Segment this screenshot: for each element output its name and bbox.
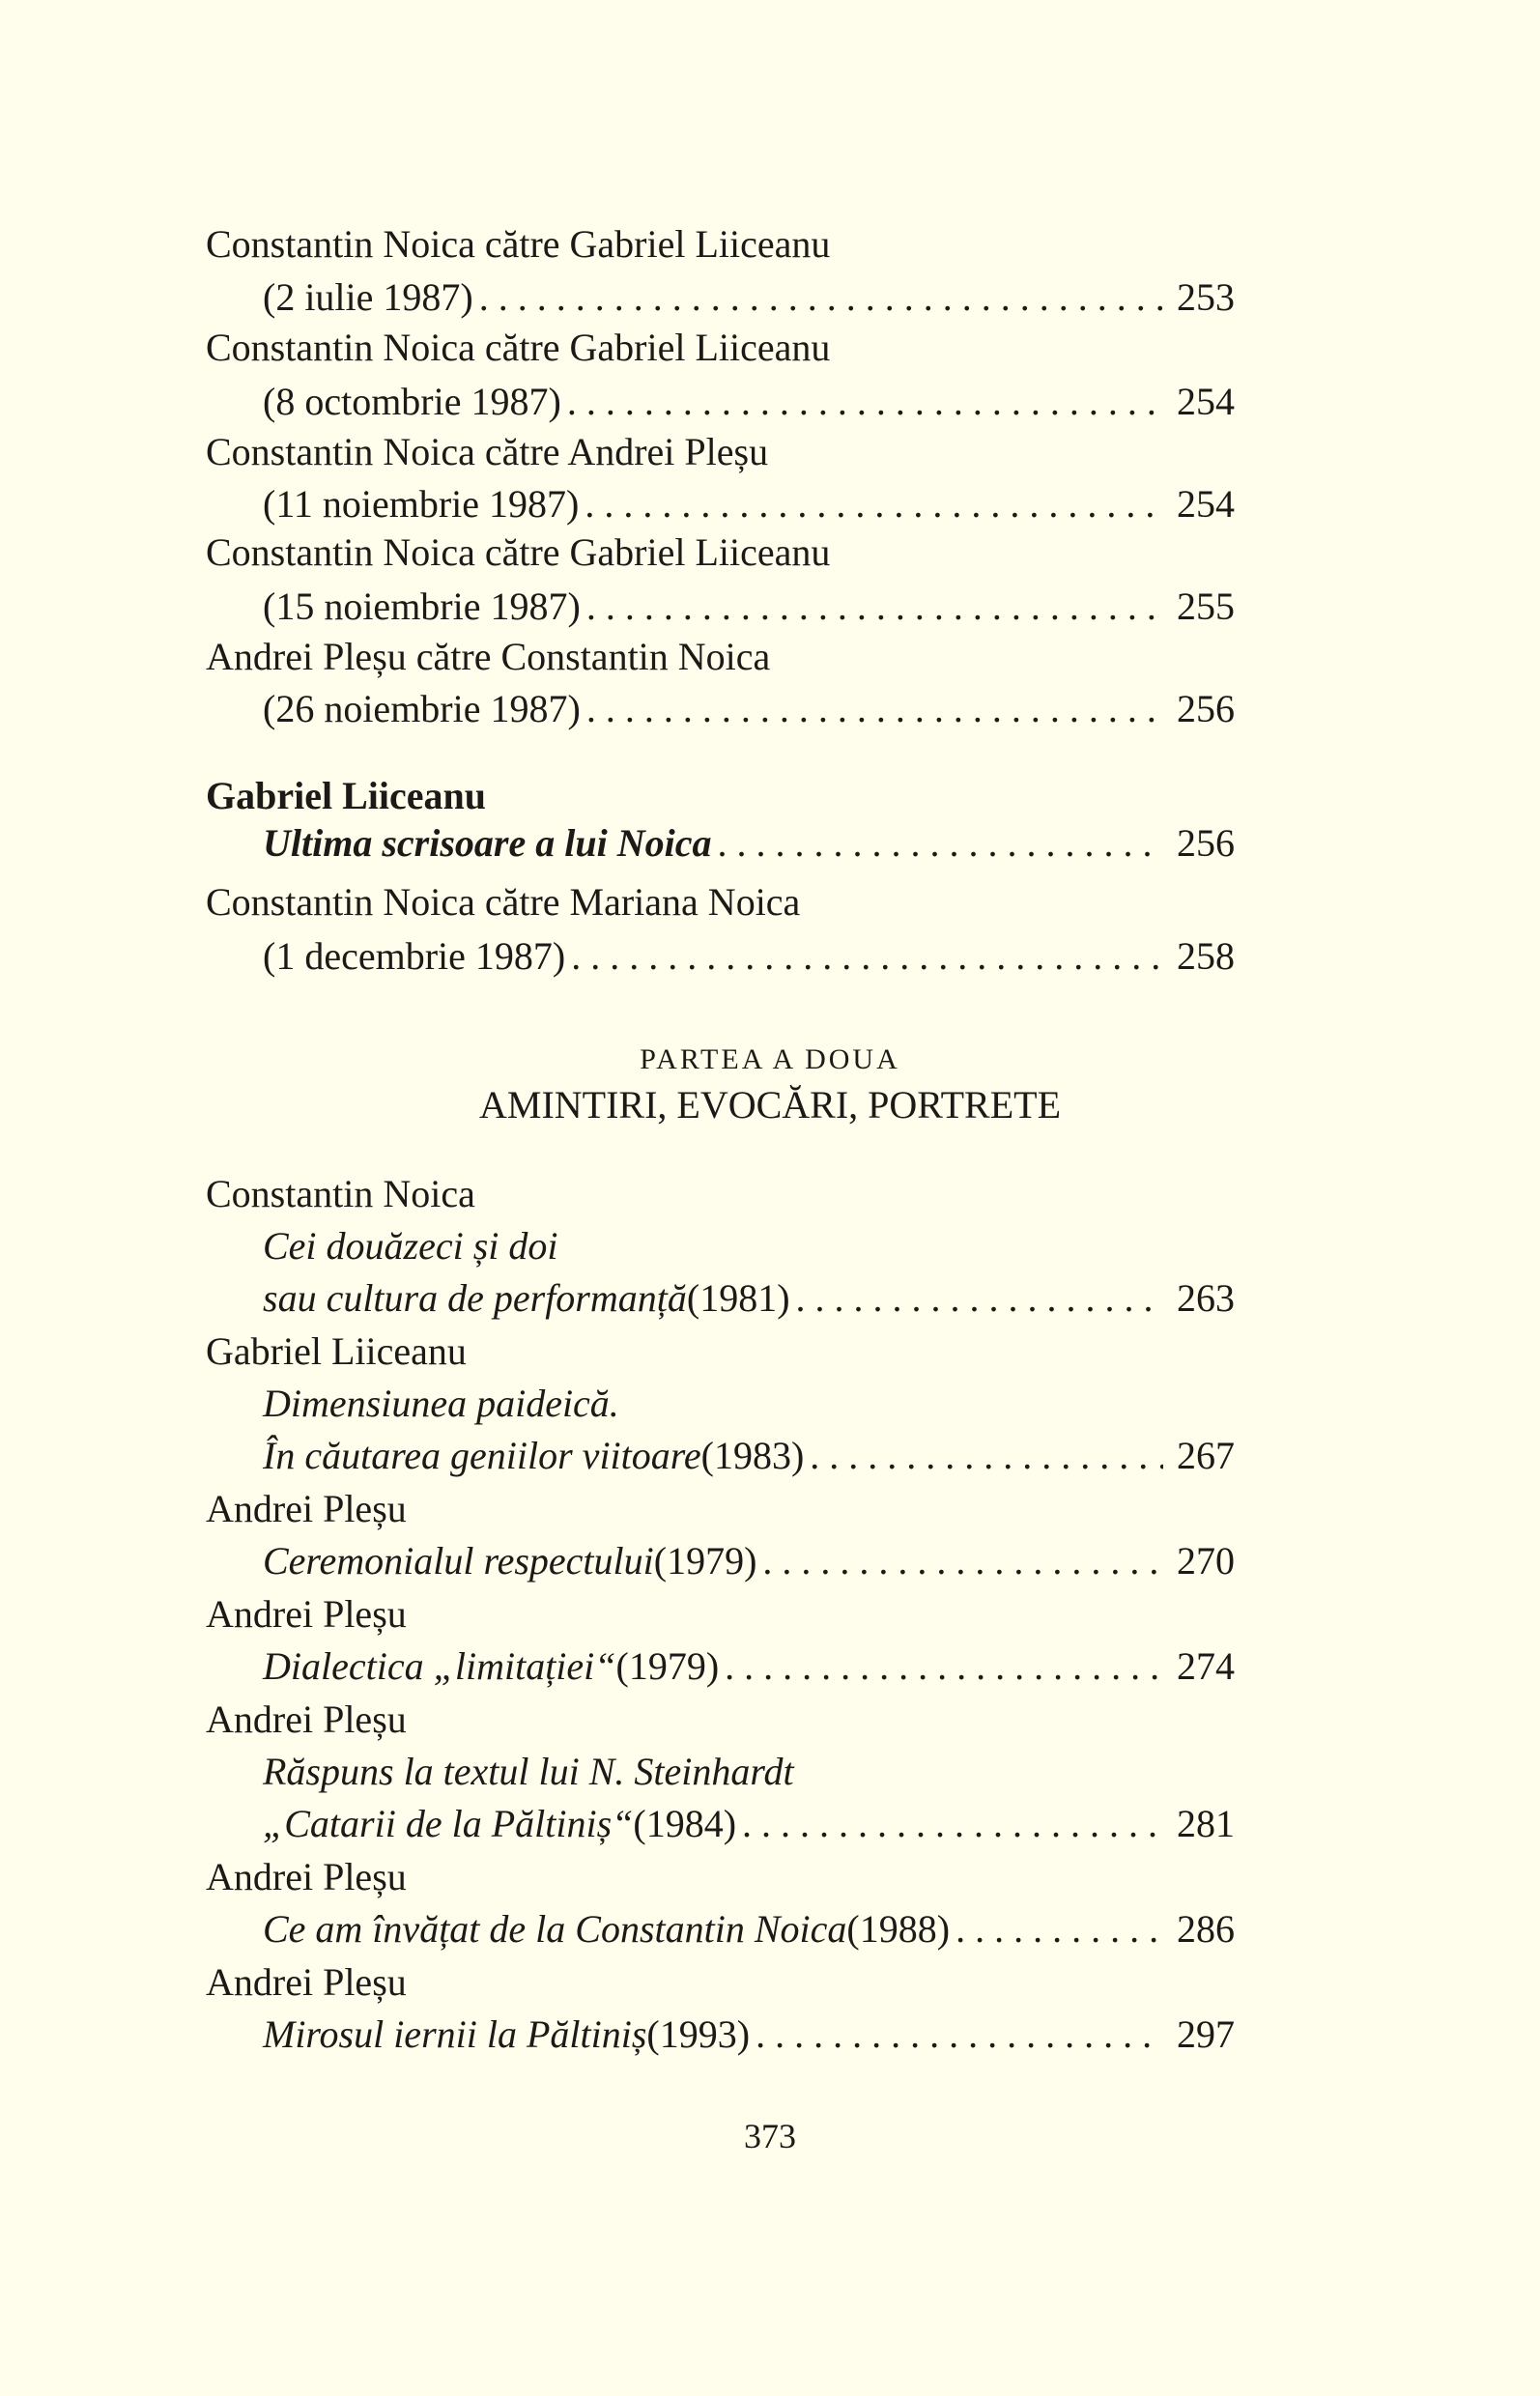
entry-text: Andrei Pleșu bbox=[206, 1592, 407, 1636]
dot-leader bbox=[725, 1640, 1163, 1693]
entry-text: Constantin Noica către Gabriel Liiceanu bbox=[206, 530, 831, 574]
entry-page: 274 bbox=[1177, 1644, 1235, 1688]
entry-text: Dialectica „limitației“ bbox=[263, 1644, 616, 1688]
entry-page: 263 bbox=[1177, 1276, 1235, 1320]
entry-page: 256 bbox=[1177, 687, 1235, 730]
entry-page: 281 bbox=[1177, 1802, 1235, 1845]
entry-text: Răspuns la textul lui N. Steinhardt bbox=[263, 1750, 794, 1793]
entry-text: (1993) bbox=[646, 2012, 751, 2056]
toc-entry-author bbox=[206, 218, 1235, 271]
entry-text: Andrei Pleșu către Constantin Noica bbox=[206, 635, 771, 678]
entry-text: sau cultura de performanță bbox=[263, 1276, 687, 1320]
dot-leader bbox=[955, 1903, 1163, 1955]
entry-text: (1979) bbox=[653, 1539, 757, 1583]
toc-entry-author bbox=[206, 426, 1235, 478]
entry-text: (1979) bbox=[615, 1644, 720, 1688]
page-number: 373 bbox=[744, 2117, 796, 2155]
dot-leader bbox=[717, 817, 1163, 870]
toc-entry-line bbox=[263, 1272, 1235, 1325]
dot-leader bbox=[479, 271, 1163, 324]
entry-text: Andrei Pleșu bbox=[206, 1855, 407, 1898]
entry-text: (1984) bbox=[633, 1802, 737, 1845]
toc-entry-line bbox=[263, 1430, 1235, 1482]
dot-leader bbox=[796, 1272, 1163, 1325]
toc-entry-line bbox=[263, 478, 1235, 530]
entry-text: Constantin Noica către Mariana Noica bbox=[206, 880, 801, 924]
dot-leader bbox=[762, 1535, 1163, 1587]
entry-text: Gabriel Liiceanu bbox=[206, 774, 486, 817]
entry-text: Andrei Pleșu bbox=[206, 1697, 407, 1741]
entry-text: (2 iulie 1987) bbox=[263, 275, 473, 319]
toc-entry-author bbox=[206, 631, 1235, 683]
entry-text: (15 noiembrie 1987) bbox=[263, 585, 581, 628]
toc-entry-line bbox=[263, 2009, 1235, 2061]
toc-entry-line bbox=[263, 1798, 1235, 1850]
section-title: AMINTIRI, EVOCĂRI, PORTRETE bbox=[478, 1083, 1061, 1127]
dot-leader bbox=[586, 683, 1163, 735]
toc-entry-line bbox=[263, 817, 1235, 870]
entry-text: (26 noiembrie 1987) bbox=[263, 687, 581, 730]
entry-text: (1988) bbox=[846, 1907, 951, 1951]
toc-entry-author bbox=[206, 322, 1235, 374]
entry-page: 253 bbox=[1177, 275, 1235, 319]
toc-entry-author bbox=[206, 876, 1235, 928]
toc-entry-line bbox=[263, 271, 1235, 324]
dot-leader bbox=[567, 376, 1163, 428]
toc-entry-line bbox=[263, 1640, 1235, 1693]
toc-entry-line bbox=[263, 930, 1235, 983]
entry-page: 270 bbox=[1177, 1539, 1235, 1583]
entry-page: 267 bbox=[1177, 1434, 1235, 1477]
entry-text: „Catarii de la Păltiniș“ bbox=[263, 1802, 634, 1845]
entry-page: 256 bbox=[1177, 821, 1235, 865]
toc-entry-author bbox=[206, 770, 1235, 822]
entry-text: Dimensiunea paideică. bbox=[263, 1382, 619, 1425]
toc-entry-author bbox=[206, 1694, 1235, 1746]
entry-text: Ultima scrisoare a lui Noica bbox=[263, 821, 712, 865]
entry-text: Ceremonialul respectului bbox=[263, 1539, 654, 1583]
dot-leader bbox=[756, 2009, 1163, 2061]
entry-text: Constantin Noica către Gabriel Liiceanu bbox=[206, 326, 831, 369]
toc-entry-line bbox=[263, 1903, 1235, 1955]
toc-entry-title bbox=[263, 1378, 1235, 1430]
entry-text: Mirosul iernii la Păltiniș bbox=[263, 2012, 647, 2056]
entry-page: 254 bbox=[1177, 482, 1235, 526]
entry-text: Constantin Noica către Gabriel Liiceanu bbox=[206, 222, 831, 266]
section-label: PARTEA A DOUA bbox=[640, 1043, 900, 1075]
toc-entry-author bbox=[206, 1326, 1235, 1378]
entry-page: 254 bbox=[1177, 380, 1235, 423]
toc-entry-line bbox=[263, 581, 1235, 633]
entry-text: (1983) bbox=[700, 1434, 805, 1477]
dot-leader bbox=[571, 930, 1163, 983]
toc-entry-line bbox=[263, 1535, 1235, 1587]
dot-leader bbox=[742, 1798, 1163, 1850]
dot-leader bbox=[585, 478, 1163, 530]
entry-page: 286 bbox=[1177, 1907, 1235, 1951]
entry-text: (1981) bbox=[686, 1276, 790, 1320]
toc-entry-line bbox=[263, 683, 1235, 735]
entry-text: Gabriel Liiceanu bbox=[206, 1329, 467, 1373]
toc-entry-author bbox=[206, 1851, 1235, 1903]
entry-text: (11 noiembrie 1987) bbox=[263, 482, 580, 526]
toc-entry-line bbox=[263, 376, 1235, 428]
toc-entry-author bbox=[206, 1956, 1235, 2009]
toc-entry-title bbox=[263, 1220, 1235, 1272]
entry-text: Andrei Pleșu bbox=[206, 1487, 407, 1530]
toc-entry-author bbox=[206, 1483, 1235, 1535]
entry-text: În căutarea geniilor viitoare bbox=[263, 1434, 701, 1477]
entry-text: (1 decembrie 1987) bbox=[263, 934, 566, 978]
dot-leader bbox=[586, 581, 1163, 633]
entry-page: 297 bbox=[1177, 2012, 1235, 2056]
toc-entry-author bbox=[206, 1588, 1235, 1640]
entry-text: Constantin Noica bbox=[206, 1172, 475, 1215]
entry-text: Cei douăzeci și doi bbox=[263, 1224, 558, 1268]
entry-text: (8 octombrie 1987) bbox=[263, 380, 561, 423]
toc-entry-author bbox=[206, 527, 1235, 579]
entry-page: 258 bbox=[1177, 934, 1235, 978]
toc-entry-author bbox=[206, 1168, 1235, 1220]
entry-page: 255 bbox=[1177, 585, 1235, 628]
dot-leader bbox=[810, 1430, 1163, 1482]
entry-text: Constantin Noica către Andrei Pleșu bbox=[206, 430, 769, 473]
entry-text: Andrei Pleșu bbox=[206, 1960, 407, 2004]
toc-entry-title bbox=[263, 1746, 1235, 1798]
entry-text: Ce am învățat de la Constantin Noica bbox=[263, 1907, 847, 1951]
